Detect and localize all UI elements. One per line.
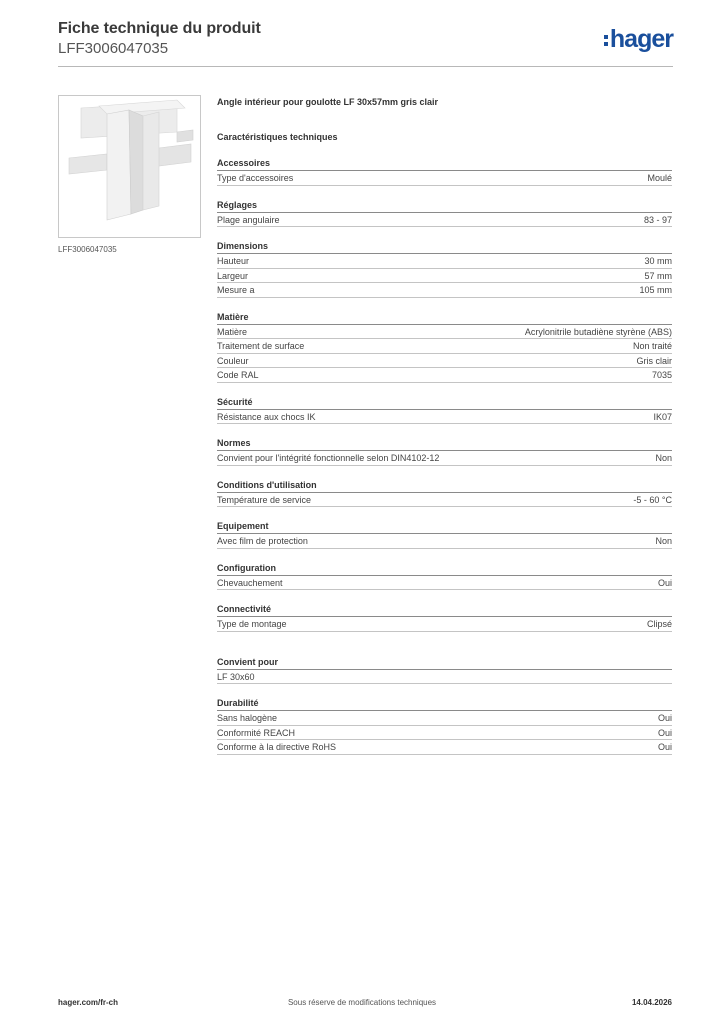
section-title: Réglages — [217, 199, 672, 213]
spec-label: Traitement de surface — [217, 341, 305, 351]
spec-section — [217, 199, 672, 228]
spec-row — [217, 617, 672, 632]
spec-value: IK07 — [653, 411, 672, 422]
spec-row — [217, 213, 672, 228]
spec-value: Non — [655, 536, 672, 546]
section-title: Configuration — [217, 562, 672, 576]
image-caption: LFF3006047035 — [58, 245, 117, 254]
spec-label: Mesure a — [217, 285, 255, 295]
spec-section — [217, 437, 672, 466]
spec-row — [217, 354, 672, 369]
footer-disclaimer: Sous réserve de modifications techniques — [287, 998, 437, 1007]
spec-row — [217, 410, 672, 425]
spec-row — [217, 269, 672, 284]
spec-row — [217, 171, 672, 186]
hager-logo — [604, 27, 673, 52]
spec-label: Code RAL — [217, 370, 259, 380]
spec-value: Oui — [657, 742, 672, 752]
spec-value: 7035 — [651, 370, 672, 380]
section-title: Conditions d'utilisation — [217, 479, 672, 493]
product-reference: LFF3006047035 — [58, 40, 169, 57]
section-title: Matière — [217, 311, 672, 325]
spec-label: Type de montage — [217, 619, 287, 629]
spec-label: Avec film de protection — [217, 536, 308, 546]
logo-wordmark: hager — [609, 25, 673, 53]
spec-section — [217, 656, 672, 685]
spec-value: Acrylonitrile butadiène styrène (ABS) — [524, 326, 672, 337]
spec-row — [217, 670, 672, 685]
footer-date: 14.04.2026 — [631, 998, 672, 1007]
spec-label: Type d'accessoires — [217, 173, 294, 183]
tech-heading: Caractéristiques techniques — [217, 132, 338, 142]
spec-section — [217, 240, 672, 298]
spec-label: Matière — [217, 326, 248, 337]
spec-label: Couleur — [217, 355, 249, 366]
section-title: Equipement — [217, 520, 672, 534]
product-title: Angle intérieur pour goulotte LF 30x57mm gris clair — [217, 97, 439, 107]
spec-section — [217, 311, 672, 383]
spec-section — [217, 396, 672, 425]
spec-row — [217, 493, 672, 508]
spec-label: Chevauchement — [217, 577, 283, 588]
header-divider — [58, 66, 673, 67]
spec-value: Clipsé — [646, 619, 672, 629]
spec-section — [217, 479, 672, 508]
spec-row — [217, 576, 672, 591]
spec-label: Plage angulaire — [217, 214, 280, 225]
spec-label: Conformité REACH — [217, 727, 296, 738]
product-image — [58, 95, 201, 238]
section-title: Durabilité — [217, 697, 672, 711]
section-title: Convient pour — [217, 656, 672, 670]
spec-label: LF 30x60 — [217, 671, 255, 682]
spec-section — [217, 520, 672, 549]
spec-label: Conforme à la directive RoHS — [217, 742, 337, 752]
spec-value: 30 mm — [644, 256, 672, 266]
spec-sections — [217, 157, 672, 755]
spec-label: Résistance aux chocs IK — [217, 411, 316, 422]
section-title: Accessoires — [217, 157, 672, 171]
spec-value: Non — [655, 453, 672, 463]
spec-row — [217, 368, 672, 383]
spec-value: Non traité — [632, 341, 672, 351]
spec-value: 57 mm — [644, 270, 672, 281]
spec-row — [217, 339, 672, 354]
corner-channel-icon — [59, 96, 200, 237]
spec-value: Oui — [657, 577, 672, 588]
footer-website: hager.com/fr-ch — [58, 998, 119, 1007]
section-title: Sécurité — [217, 396, 672, 410]
spec-label: Sans halogène — [217, 713, 278, 723]
section-title: Connectivité — [217, 603, 672, 617]
spec-value: Oui — [657, 713, 672, 723]
spec-row — [217, 711, 672, 726]
logo-dots-icon — [604, 35, 608, 46]
spec-value: Oui — [657, 727, 672, 738]
spec-section — [217, 562, 672, 591]
spec-section — [217, 157, 672, 186]
spec-section — [217, 697, 672, 755]
spec-row — [217, 534, 672, 549]
spec-row — [217, 283, 672, 298]
spec-value: 105 mm — [639, 285, 672, 295]
spec-value: 83 - 97 — [643, 214, 672, 225]
spec-section — [217, 603, 672, 632]
spec-label: Largeur — [217, 270, 249, 281]
spec-content — [217, 95, 672, 755]
spec-value: -5 - 60 °C — [633, 494, 672, 505]
section-title: Normes — [217, 437, 672, 451]
page-title: Fiche technique du produit — [58, 20, 261, 37]
spec-row — [217, 254, 672, 269]
spec-row — [217, 325, 672, 340]
spec-value: Moulé — [647, 173, 672, 183]
spec-row — [217, 451, 672, 466]
spec-label: Hauteur — [217, 256, 250, 266]
spec-label: Température de service — [217, 494, 312, 505]
spec-row — [217, 726, 672, 741]
section-title: Dimensions — [217, 240, 672, 254]
spec-value: Gris clair — [636, 355, 672, 366]
spec-row — [217, 740, 672, 755]
spec-label: Convient pour l'intégrité fonctionnelle selon DIN4102-12 — [217, 453, 440, 463]
